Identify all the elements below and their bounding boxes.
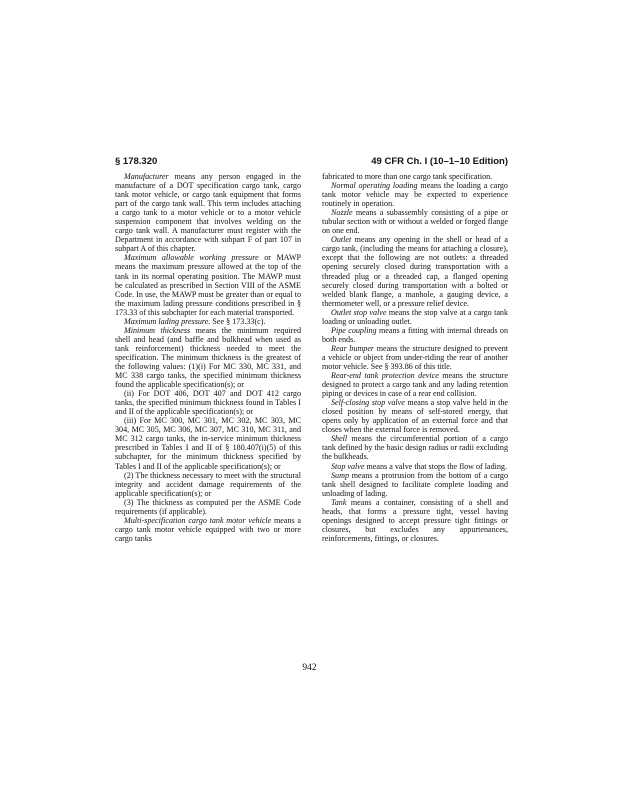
paragraph: [322, 471, 508, 498]
definition-text: (3) The thickness as computed per the ASME Code requirements (if applicable).: [115, 497, 301, 516]
paragraph: [322, 326, 508, 344]
definition-text: means a valve that stops the flow of lading.: [364, 461, 508, 471]
defined-term: Sump: [331, 470, 349, 480]
defined-term: Multi-specification cargo tank motor vehicle: [124, 515, 272, 525]
definition-text: (ii) For DOT 406, DOT 407 and DOT 412 cargo tanks, the specified minimum thickness found in Tables I and II of the applicable specification(s); or: [115, 389, 301, 417]
definition-text: See § 173.33(c).: [210, 316, 266, 326]
definition-text: means any opening in the shell or head of a cargo tank, (including the means for attaching a closure), except that the following are not outlets: a threaded opening securely closed during transportation with a threaded plug or a threaded cap, a flanged opening securely closed during transportation with a bolted or welded blank flange, a manhole, a gauging device, a thermometer well, or a pressure relief device.: [322, 235, 508, 308]
defined-term: Rear-end tank protection device: [331, 371, 439, 381]
paragraph: [115, 416, 301, 470]
defined-term: Minimum thickness: [124, 325, 191, 335]
defined-term: Maximum lading pressure.: [124, 316, 211, 326]
definition-text: or MAWP means the maximum pressure allowed at the top of the tank in its normal operating position. The MAWP must be calculated as prescribed in Section VIII of the ASME Code. In use, the MAWP must be greater than or equal to the maximum lading pressure conditions prescribed in § 173.33 of this subchapter for each material transported.: [115, 253, 301, 317]
definition-text: means a stop valve held in the closed position by means of self-stored energy, that opens only by application of an external force and that closes when the external force is removed.: [322, 398, 509, 435]
defined-term: Pipe coupling: [331, 325, 377, 335]
page-number: 942: [302, 663, 317, 673]
paragraph: [322, 208, 508, 235]
definition-text: (iii) For MC 300, MC 301, MC 302, MC 303, MC 304, MC 305, MC 306, MC 307, MC 310, MC 311, and MC 312 cargo tanks, the in-service minimum thickness prescribed in Tables I and II of § 180.407(i)(5) of this subchapter, for the minimum thickness specified by Tables I and II of the applicable specification(s); or: [115, 416, 301, 471]
defined-term: Self-closing stop valve: [331, 398, 405, 408]
paragraph: [115, 389, 301, 416]
definition-text: means the structure designed to protect a cargo tank and any lading retention piping or devices in case of a rear end collision.: [322, 371, 509, 399]
defined-term: Shell: [331, 434, 348, 444]
paragraph: [322, 371, 508, 398]
defined-term: Manufacturer: [124, 172, 169, 181]
paragraph: [115, 317, 301, 326]
defined-term: Rear bumper: [331, 343, 375, 353]
page-header: [115, 156, 508, 170]
paragraph: [322, 434, 508, 461]
paragraph: [322, 344, 508, 371]
defined-term: Maximum allowable working pressure: [124, 253, 259, 263]
paragraph: [322, 172, 508, 181]
definition-text: (2) The thickness necessary to meet with the structural integrity and accident damage requirements of the applicable specification(s); or: [115, 470, 301, 498]
paragraph: [115, 471, 301, 498]
paragraph: [115, 172, 301, 253]
definition-text: means a protrusion from the bottom of a cargo tank shell designed to facilitate complete loading and unloading of lading.: [322, 470, 508, 498]
paragraph: [115, 516, 301, 543]
left-text-column: [115, 172, 301, 543]
definition-text: means a container, consisting of a shell and heads, that forms a pressure tight, vessel having openings designed to accept pressure tight fittings or closures, but excludes any appurtenances, reinforcements, fittings, or closures.: [322, 497, 508, 543]
defined-term: Stop valve: [331, 461, 365, 471]
definition-text: means the structure designed to prevent a vehicle or object from under-riding the rear of another motor vehicle. See § 393.86 of this title.: [322, 343, 508, 371]
paragraph: [322, 498, 508, 543]
paragraph: [322, 462, 508, 471]
defined-term: Outlet stop valve: [331, 307, 387, 317]
paragraph: [115, 253, 301, 316]
defined-term: Tank: [331, 497, 347, 507]
right-text-column: [322, 172, 508, 543]
paragraph: [322, 308, 508, 326]
definition-text: means the minimum required shell and head (and baffle and bulkhead when used as tank reinforcement) thickness needed to meet the specification. The minimum thickness is the greatest of the following values: (1)(i) For MC 330, MC 331, and MC 338 cargo tanks, the specified minimum thickness found the applicable specification(s); or: [115, 325, 301, 390]
definition-text: fabricated to more than one cargo tank specification.: [322, 172, 493, 181]
definition-text: means the stop valve at a cargo tank loading or unloading outlet.: [322, 307, 509, 326]
paragraph: [115, 326, 301, 389]
paragraph: [115, 498, 301, 516]
definition-text: means a fitting with internal threads on both ends.: [322, 325, 508, 344]
definition-text: means the loading a cargo tank motor vehicle may be expected to experience routinely in operation.: [322, 181, 508, 209]
defined-term: Outlet: [331, 235, 352, 245]
running-title: 49 CFR Ch. I (10–1–10 Edition): [371, 156, 508, 167]
paragraph: [322, 398, 508, 434]
paragraph: [322, 235, 508, 307]
definition-text: means the circumferential portion of a cargo tank defined by the basic design radius or radii excluding the bulkheads.: [322, 434, 508, 462]
section-number: § 178.320: [115, 156, 158, 167]
defined-term: Nozzle: [331, 208, 353, 218]
defined-term: Normal operating loading: [331, 181, 418, 191]
definition-text: means a cargo tank motor vehicle equipped with two or more cargo tanks: [115, 515, 301, 543]
definition-text: means any person engaged in the manufacture of a DOT specification cargo tank, cargo tank motor vehicle, or cargo tank equipment that forms part of the cargo tank wall. This term includes attaching a cargo tank to a motor vehicle or to a motor vehicle suspension component that involves welding on the cargo tank wall. A manufacturer must register with the Department in accordance with subpart F of part 107 in subpart A of this chapter.: [115, 172, 301, 254]
definition-text: means a subassembly consisting of a pipe or tubular section with or without a welded or forged flange on one end.: [322, 208, 508, 236]
paragraph: [322, 181, 508, 208]
